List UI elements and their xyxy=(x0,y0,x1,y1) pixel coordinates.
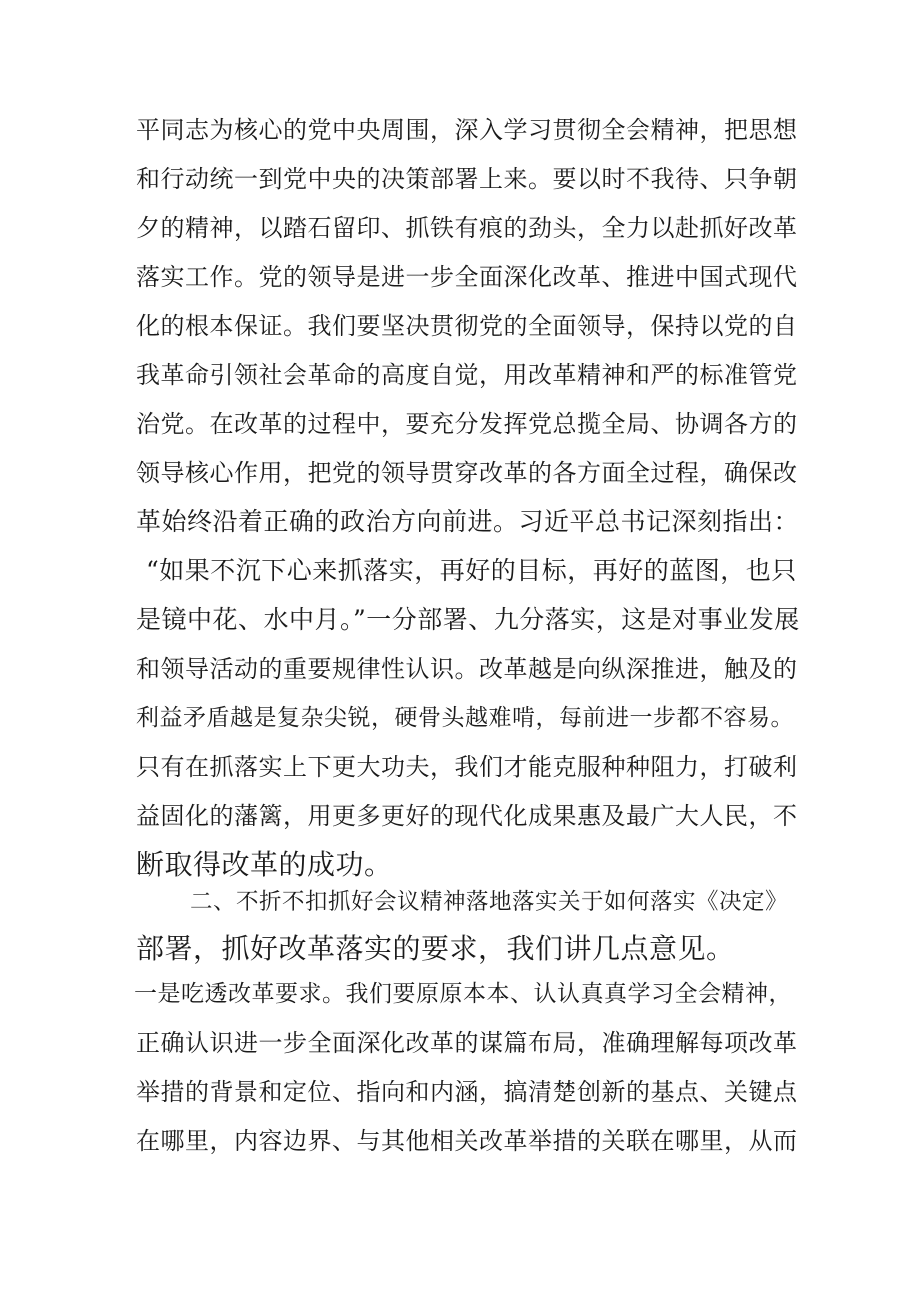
text-line: 一是吃透改革要求。我们要原原本本、认认真真学习全会精神， xyxy=(134,981,792,1007)
text-line: 和领导活动的重要规律性认识。改革越是向纵深推进，触及的 xyxy=(136,655,798,683)
text-line: 是镜中花、水中月。”一分部署、九分落实，这是对事业发展 xyxy=(136,605,800,634)
text-line: 夕的精神，以踏石留印、抓铁有痕的劲头，全力以赴抓好改革 xyxy=(136,214,798,242)
text-line: 益固化的藩篱，用更多更好的现代化成果惠及最广大人民，不 xyxy=(136,802,798,830)
text-line: 正确认识进一步全面深化改革的谋篇布局，准确理解每项改革 xyxy=(136,1029,798,1057)
text-line: 化的根本保证。我们要坚决贯彻党的全面领导，保持以党的自 xyxy=(136,312,798,340)
text-line: 革始终沿着正确的政治方向前进。习近平总书记深刻指出： xyxy=(136,507,800,536)
text-line: 我革命引领社会革命的高度自觉，用改革精神和严的标准管党 xyxy=(136,361,798,389)
text-line: 在哪里，内容边界、与其他相关改革举措的关联在哪里，从而 xyxy=(136,1127,798,1155)
text-line: 治党。在改革的过程中，要充分发挥党总揽全局、协调各方的 xyxy=(136,410,798,438)
text-line: 举措的背景和定位、指向和内涵，搞清楚创新的基点、关键点 xyxy=(136,1078,798,1106)
text-line: 平同志为核心的党中央周围，深入学习贯彻全会精神，把思想 xyxy=(136,116,798,144)
text-line: 利益矛盾越是复杂尖锐，硬骨头越难啃，每前进一步都不容易。 xyxy=(136,705,794,731)
text-line: 和行动统一到党中央的决策部署上来。要以时不我待、只争朝 xyxy=(136,165,798,193)
text-line: 领导核心作用，把党的领导贯穿改革的各方面全过程，确保改 xyxy=(136,459,798,487)
text-line: 落实工作。党的领导是进一步全面深化改革、推进中国式现代 xyxy=(136,263,798,291)
text-line: 只有在抓落实上下更大功夫，我们才能克服种种阻力，打破利 xyxy=(136,753,798,781)
section-heading: 二、不折不扣抓好会议精神落地落实关于如何落实《决定》 xyxy=(190,889,789,915)
text-line: 部署，抓好改革落实的要求，我们讲几点意见。 xyxy=(136,932,735,965)
text-line: “如果不沉下心来抓落实，再好的目标，再好的蓝图，也只 xyxy=(146,556,797,585)
text-line: 断取得改革的成功。 xyxy=(136,848,393,881)
